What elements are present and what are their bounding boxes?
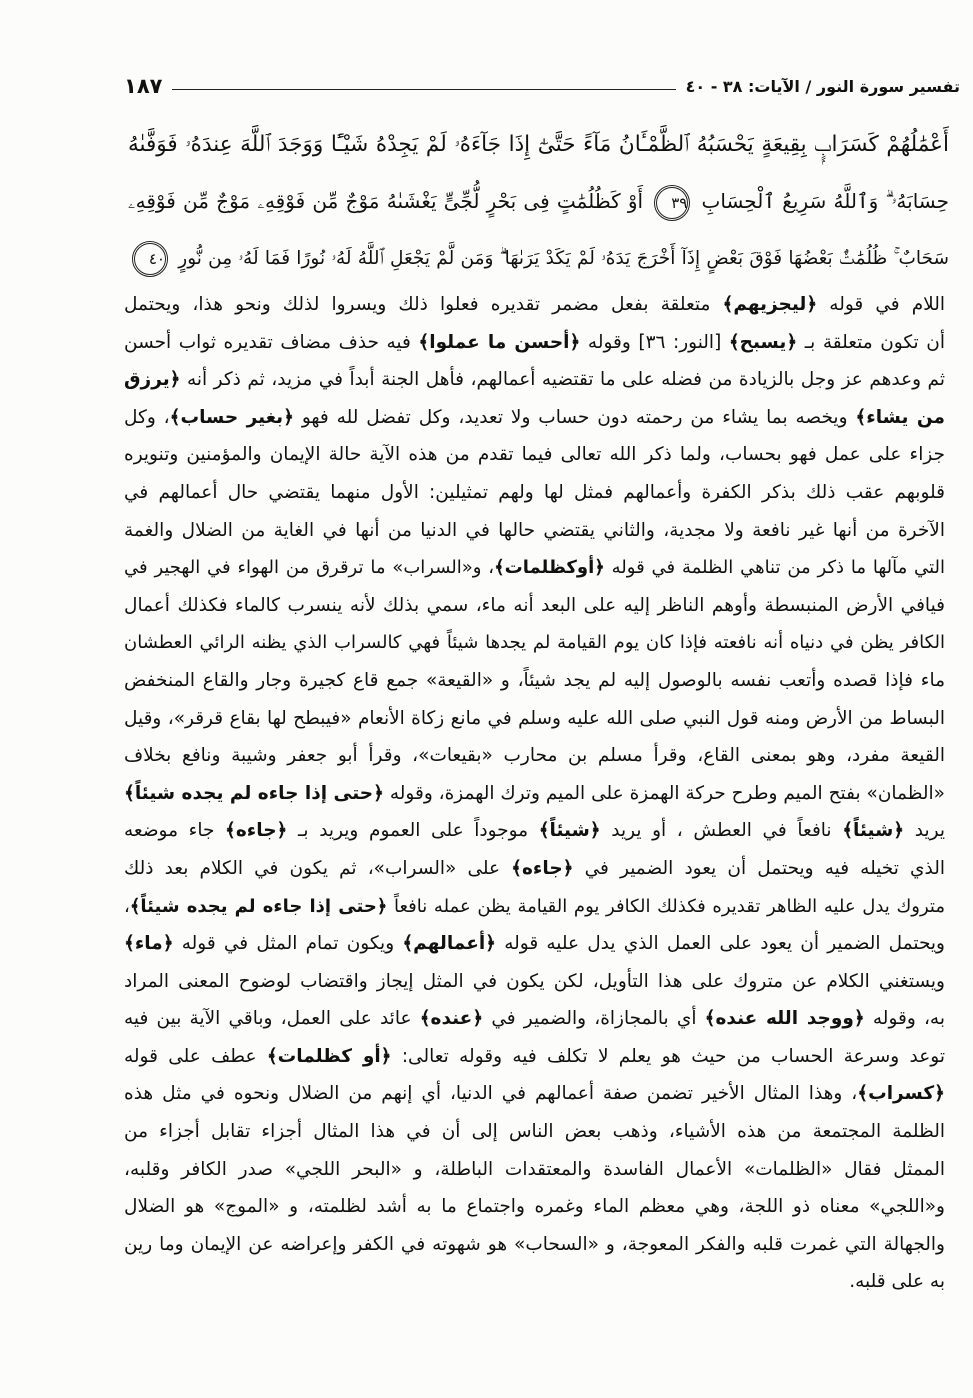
quran-quote: ﴿كسراب﴾ (857, 1083, 945, 1105)
quran-quote: ﴿جاءه﴾ (511, 857, 574, 879)
quran-quote: ﴿شيئاً﴾ (842, 820, 905, 842)
body-line: ثم وعدهم عز وجل بالزيادة من فضله على ما تقتضيه أعمالهم، فأهل الجنة أبداً في مزيد، ثم ذكر أنه ﴿يرزق (124, 369, 945, 391)
header-rule (172, 89, 675, 90)
ayah-number-mark: ٣٩ (654, 185, 690, 221)
quran-quote: ﴿يرزق (124, 369, 181, 391)
quran-quote: ﴿أوكظلمات﴾ (494, 557, 605, 579)
body-line: من يشاء﴾ ويخصه بما يشاء من رحمته دون حساب ولا تعديد، وكل تفضل لله فهو ﴿بغير حساب﴾، وكل (124, 406, 945, 428)
body-line: القيعة مفرد، وهو بمعنى القاع، وقرأ مسلم بن محارب «بقيعات»، وقرأ أبو جعفر وشيبة ونافع بخلاف (124, 745, 945, 767)
body-line: اللام في قوله ﴿ليجزيهم﴾ متعلقة بفعل مضمر تقديره فعلوا ذلك ويسروا لذلك ونحو هذا، ويحتمل (124, 294, 945, 315)
quran-text: حِسَابَهُۥ ۗ وَٱللَّهُ سَرِيعُ ٱلْحِسَابِ (701, 189, 949, 213)
running-header (124, 64, 960, 98)
commentary-text (124, 286, 945, 1301)
body-line: ﴿كسراب﴾، وهذا المثال الأخير تضمن صفة أعمالهم في الدنيا، أي إنهم من الضلال ونحوه في مثل هذه (124, 1083, 945, 1105)
quran-quote: ﴿عنده﴾ (419, 1008, 484, 1030)
quran-quote: ﴿شيئاً﴾ (538, 820, 601, 842)
quran-quote: ﴿أحسن ما عملوا﴾ (418, 331, 581, 353)
body-line: توعد وسرعة الحساب من حيث هو يعلم لا تكلف فيه وقوله تعالى: ﴿أو كظلمات﴾ عطف على قوله (124, 1045, 945, 1067)
quran-quote: ﴿بغير حساب﴾ (169, 406, 294, 428)
quran-quote: ﴿ماء﴾ (124, 933, 174, 955)
body-line: الكافر يظن في دنياه أنه نافعته فإذا كان يوم القيامة لم يجدها شيئاً فهي كالسراب الذي يظنه الرائي العطشان (124, 632, 945, 654)
body-line: متروك يدل عليه الظاهر تقديره فكذلك الكافر يوم القيامة يظن عمله نافعاً ﴿حتى إذا جاءه لم يجده شيئاً﴾، (124, 895, 945, 917)
quran-line (128, 173, 949, 230)
body-line: ويستغني الكلام عن متروك على هذا التأويل، لكن يكون في المثل إيجاز واقتضاب لوضوح المعنى المراد (124, 970, 945, 992)
quran-quote: ﴿ليجزيهم﴾ (722, 294, 818, 315)
body-line: والجهالة التي غمرت قلبه والفكر المعوجة، و «السحاب» هو شهوته في الكفر وإعراضه عن الإيمان وما رين (124, 1233, 945, 1255)
quran-quote: ﴿حتى إذا جاءه لم يجده شيئاً﴾ (129, 895, 388, 917)
quran-quote: ﴿جاءه﴾ (225, 820, 288, 842)
body-line: ويحتمل الضمير أن يعود على العمل الذي يدل عليه قوله ﴿أعمالهم﴾ ويكون تمام المثل في قوله ﴿ماء﴾ (124, 933, 945, 955)
quran-quote: من يشاء﴾ (855, 406, 945, 428)
body-line: به على قلبه. (849, 1271, 945, 1293)
body-line: البساط من الأرض ومنه قول النبي صلى الله عليه وسلم في مانع زكاة الأنعام «فيبطح لها بقاع قرقر»، وقيل (124, 707, 945, 729)
body-line: قلوبهم عقب ذلك بذكر الكفرة وأعمالهم فمثل لها ولهم تمثيلين: الأول منهما يقتضي حال أعمالهم في (124, 481, 945, 503)
quran-text: أَعْمَٰلُهُمْ كَسَرَابٍۭ بِقِيعَةٍ يَحْسَبُهُ ٱلظَّمْـَٔانُ مَآءً حَتَّىٰٓ إِذَا جَآءَهُۥ لَمْ يَجِدْهُ شَيْـًٔا وَوَجَدَ ٱللَّهَ عِندَهُۥ فَوَفَّىٰهُ (128, 132, 949, 157)
quran-text: سَحَابٌ ۚ ظُلُمَٰتٌۢ بَعْضُهَا فَوْقَ بَعْضٍ إِذَآ أَخْرَجَ يَدَهُۥ لَمْ يَكَدْ يَرَىٰهَا ۗ وَمَن لَّمْ يَجْعَلِ ٱللَّهُ لَهُۥ نُورًا فَمَا لَهُۥ مِن نُّورٍ (178, 248, 949, 269)
body-line: و«اللجي» معناه ذو اللجة، وهي معظم الماء وغمره واجتماع ما به أشد لظلمته، و «الموج» هو الضلال (124, 1196, 945, 1218)
body-line: أن تكون متعلقة بـ ﴿يسبح﴾ [النور: ٣٦] وقوله ﴿أحسن ما عملوا﴾ فيه حذف مضاف تقديره ثواب أحسن (124, 331, 945, 353)
quran-quote: ﴿حتى إذا جاءه لم يجده شيئاً﴾ (124, 782, 384, 804)
quran-verses (128, 116, 949, 287)
body-line: يريد ﴿شيئاً﴾ نافعاً في العطش ، أو يريد ﴿شيئاً﴾ موجوداً على العموم ويريد بـ ﴿جاءه﴾ جاء موضعه (124, 820, 945, 842)
body-line: ماء فإذا قصده وأتعب نفسه بالوصول إليه لم يجد شيئاً، و «القيعة» جمع قاع كجيرة وجار والقاع المنخفض (124, 669, 945, 691)
quran-quote: ﴿أعمالهم﴾ (402, 933, 497, 955)
ayah-number-mark: ٤٠ (132, 241, 168, 277)
body-line: جزاء على عمل فهو بحساب، ولما ذكر الله تعالى فيما تقدم من هذه الآية حالة الإيمان والمؤمنين وتنويره (124, 444, 945, 466)
page-number: ١٨٧ (124, 74, 163, 98)
quran-line (128, 230, 949, 287)
body-line: الذي تخيله فيه ويحتمل أن يعود الضمير في ﴿جاءه﴾ على «السراب»، ثم يكون في الكلام بعد ذلك (124, 857, 945, 879)
body-line: التي مآلها ما ذكر من تناهي الظلمة في قوله ﴿أوكظلمات﴾، و«السراب» ما ترقرق من الهواء في الهجير في (124, 557, 945, 579)
quran-text: أَوْ كَظُلُمَٰتٍ فِى بَحْرٍ لُّجِّىٍّ يَغْشَىٰهُ مَوْجٌ مِّن فَوْقِهِۦ مَوْجٌ مِّن فَوْقِهِۦ (128, 189, 644, 213)
body-line: الآخرة من أنها غير نافعة ولا مجدية، والثاني يقتضي حالها في الدنيا من أنها في الغاية من الضلال والغمة (124, 519, 945, 541)
body-line: به، وقوله ﴿ووجد الله عنده﴾ أي بالمجازاة، والضمير في ﴿عنده﴾ عائد على العمل، وباقي الآية بين فيه (124, 1008, 945, 1030)
body-line: «الظمان» بفتح الميم وطرح حركة الهمزة على الميم وترك الهمزة، وقوله ﴿حتى إذا جاءه لم يجده شيئاً﴾ (124, 782, 945, 804)
body-line: الظلمة المجتمعة من هذه الأشياء، وذهب بعض الناس إلى أن في هذا المثال أجزاء تقابل أجزاء من (124, 1121, 945, 1143)
body-line: فيافي الأرض المنبسطة وأوهم الناظر إليه على البعد أنه ماء، سمي بذلك لأنه ينسرب كالماء فكذلك أعمال (124, 594, 945, 616)
quran-line (128, 116, 949, 173)
quran-quote: ﴿ووجد الله عنده﴾ (704, 1008, 865, 1030)
quran-quote: ﴿يسبح﴾ (728, 331, 798, 353)
quran-quote: ﴿أو كظلمات﴾ (266, 1045, 392, 1067)
running-title: تفسير سورة النور / الآيات: ٣٨ - ٤٠ (685, 77, 960, 96)
body-line: الممثل فقال «الظلمات» الأعمال الفاسدة والمعتقدات الباطلة، و «البحر اللجي» صدر الكافر وقلبه، (124, 1158, 945, 1180)
